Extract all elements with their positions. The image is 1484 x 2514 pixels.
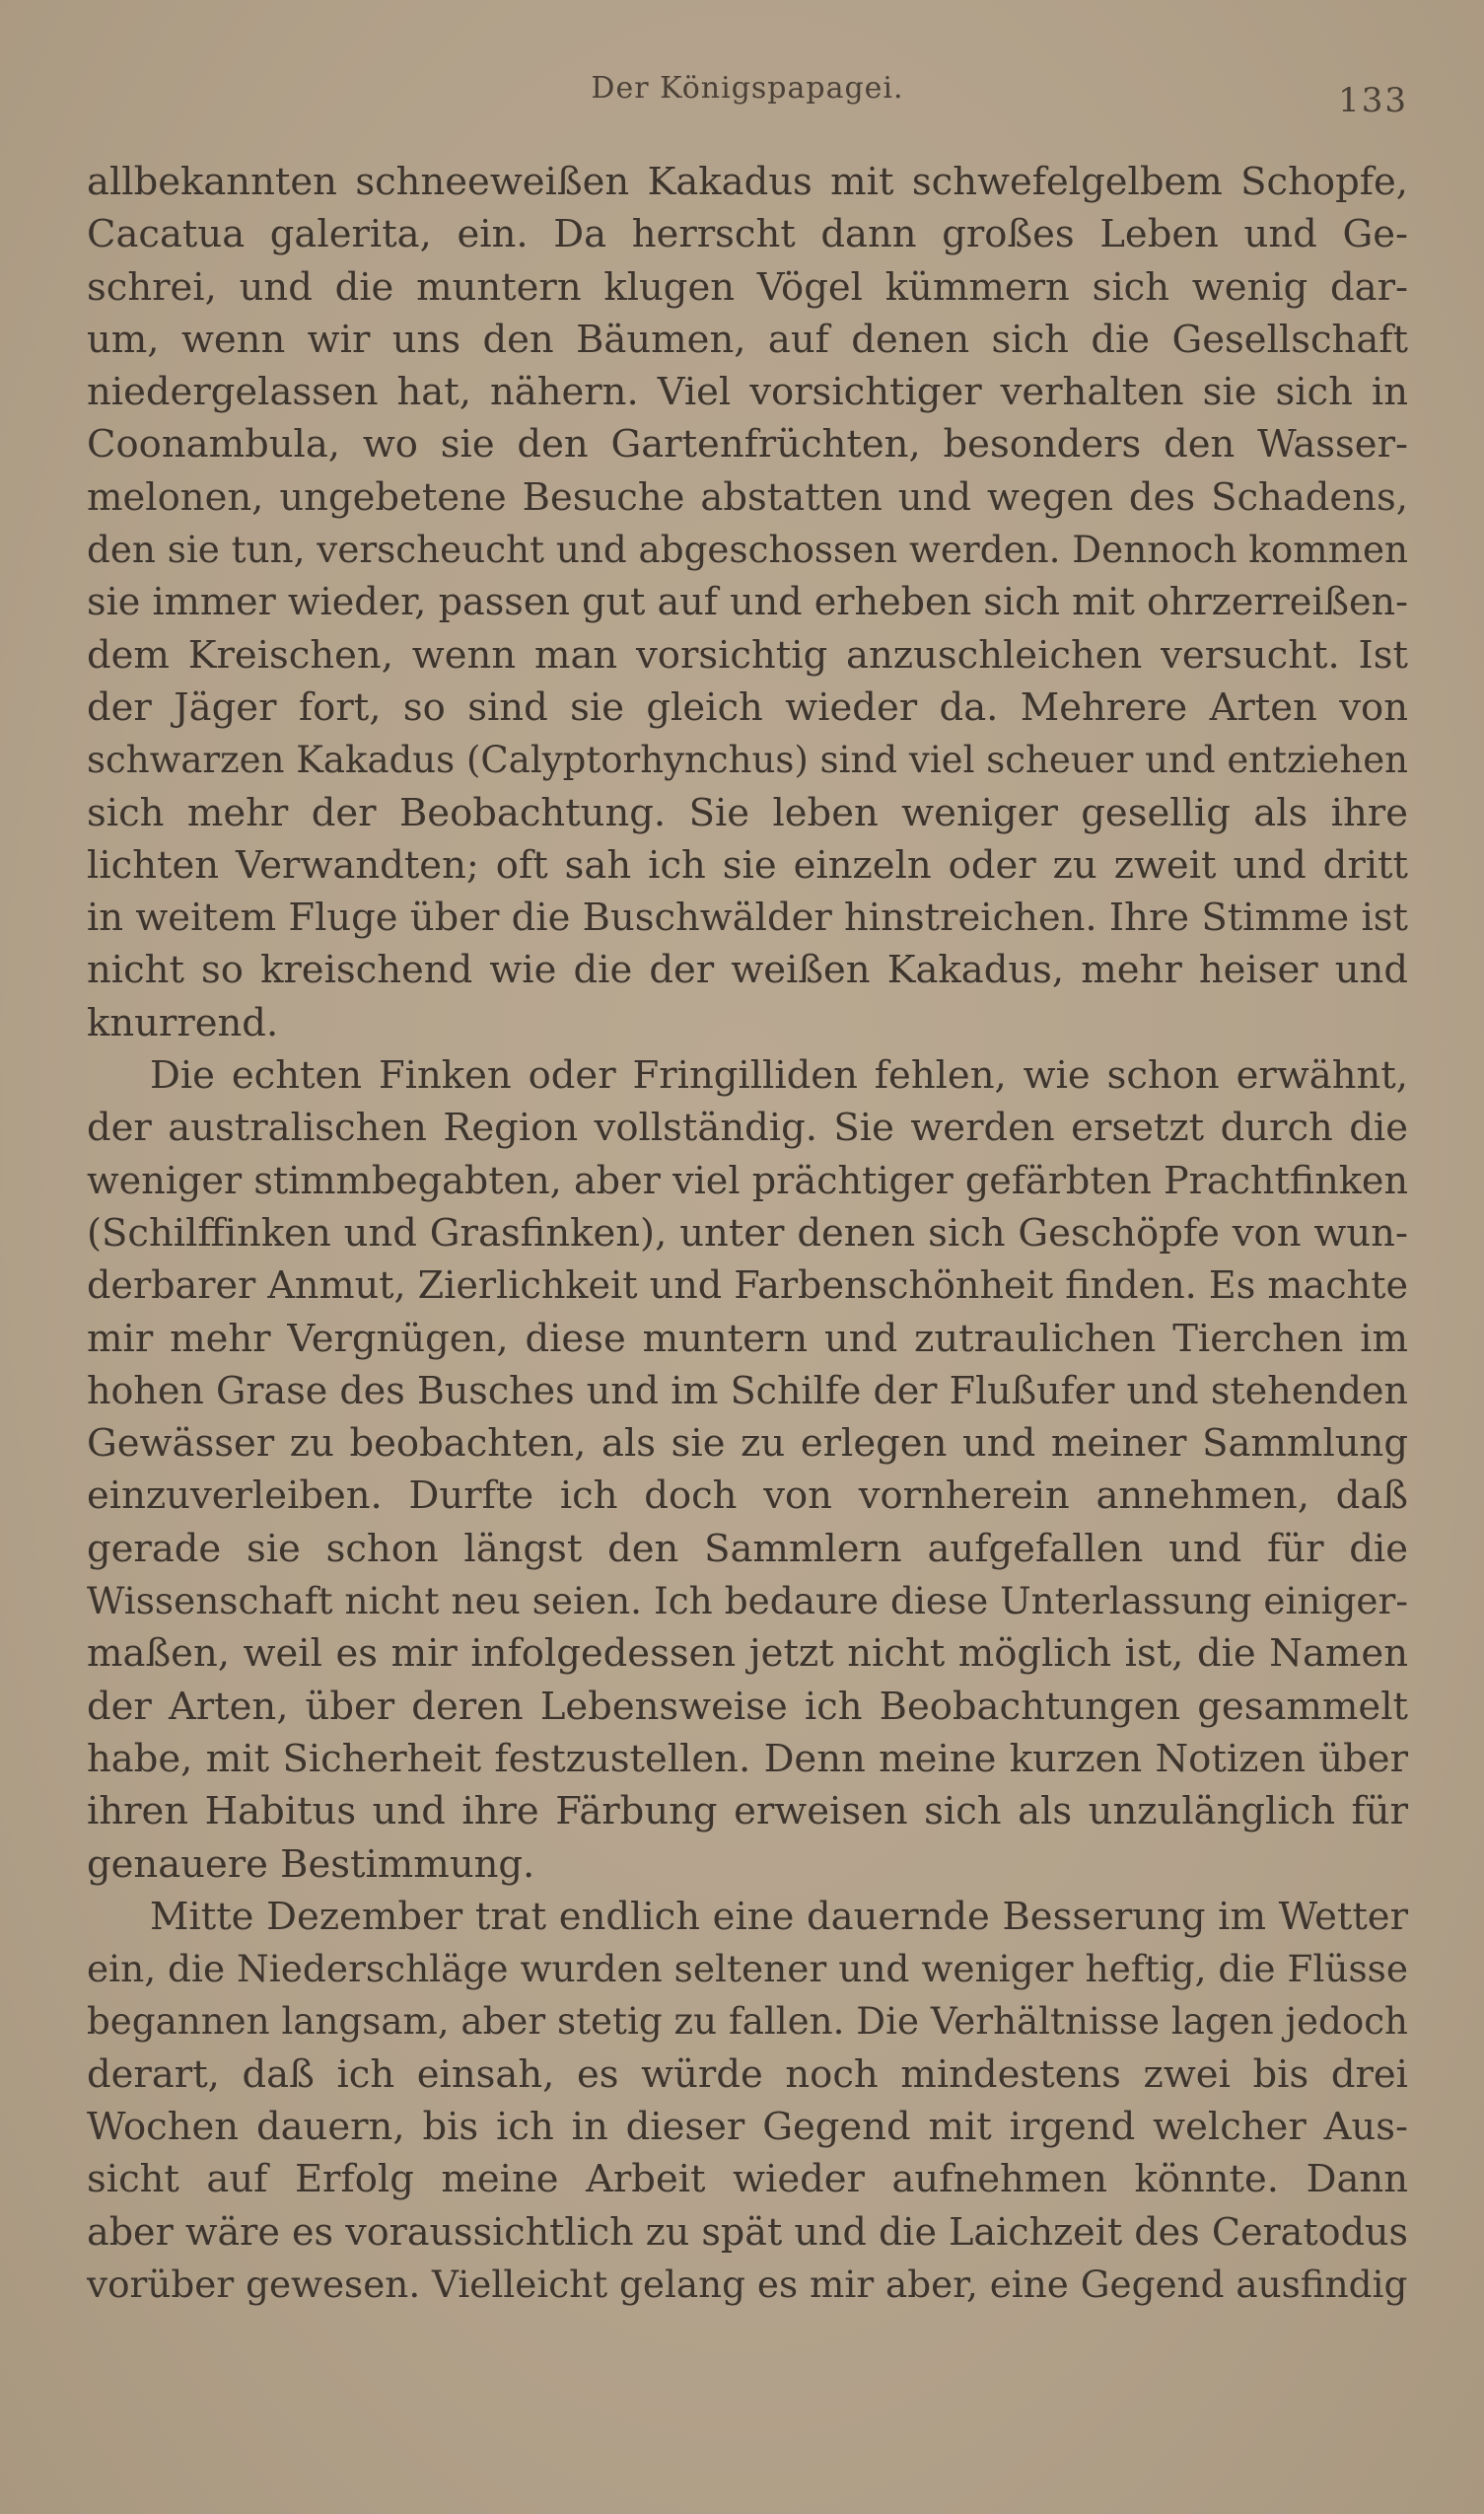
text-line: begannen langsam, aber stetig zu fallen. Die Verhältnisse lagen jedoch [87, 1999, 1408, 2044]
text-line: mir mehr Vergnügen, diese muntern und zutraulichen Tierchen im [87, 1316, 1408, 1361]
text-line: schrei, und die muntern klugen Vögel kümmern sich wenig dar- [87, 264, 1408, 310]
text-line: aber wäre es voraussichtlich zu spät und die Laichzeit des Ceratodus [87, 2209, 1408, 2254]
text-line: schwarzen Kakadus (Calyptorhynchus) sind viel scheuer und entziehen [87, 739, 1408, 782]
text-line: melonen, ungebetene Besuche abstatten und wegen des Schadens, [87, 474, 1408, 520]
text-line: Mitte Dezember trat endlich eine dauernde Besserung im Wetter [150, 1894, 1408, 1939]
running-title: Der Königspapagei. [591, 71, 904, 106]
text-line: Cacatua galerita, ein. Da herrscht dann großes Leben und Ge- [87, 212, 1408, 257]
text-line: Die echten Finken oder Fringilliden fehlen, wie schon erwähnt, [150, 1053, 1408, 1099]
text-line: sie immer wieder, passen gut auf und erheben sich mit ohrzerreißen- [87, 580, 1408, 624]
text-line: den sie tun, verscheucht und abgeschossen werden. Dennoch kommen [87, 528, 1408, 572]
text-line: derart, daß ich einsah, es würde noch mindestens zwei bis drei [87, 2051, 1408, 2097]
text-line: der Arten, über deren Lebensweise ich Beobachtungen gesammelt [87, 1684, 1408, 1729]
text-line: sich mehr der Beobachtung. Sie leben weniger gesellig als ihre [87, 790, 1408, 835]
text-line: Wissenschaft nicht neu seien. Ich bedaure diese Unterlassung einiger- [87, 1579, 1408, 1623]
text-line: genauere Bestimmung. [87, 1841, 535, 1887]
text-line: um, wenn wir uns den Bäumen, auf denen sich die Gesellschaft [87, 317, 1408, 362]
paragraph-1 [87, 156, 1408, 1049]
text-line: (Schilffinken und Grasfinken), unter denen sich Geschöpfe von wun- [87, 1210, 1408, 1256]
text-line: derbarer Anmut, Zierlichkeit und Farbenschönheit finden. Es machte [87, 1263, 1408, 1308]
text-line: habe, mit Sicherheit festzustellen. Denn meine kurzen Notizen über [87, 1736, 1408, 1781]
paragraph-3 [87, 1891, 1408, 2311]
text-line: gerade sie schon längst den Sammlern aufgefallen und für die [87, 1526, 1408, 1571]
text-line: allbekannten schneeweißen Kakadus mit schwefelgelbem Schopfe, [87, 160, 1408, 204]
text-line: Coonambula, wo sie den Gartenfrüchten, besonders den Wasser- [87, 422, 1408, 467]
text-line: maßen, weil es mir infolgedessen jetzt nicht möglich ist, die Namen [87, 1631, 1408, 1677]
page-header [87, 71, 1408, 120]
text-line: weniger stimmbegabten, aber viel prächtiger gefärbten Prachtfinken [87, 1158, 1408, 1202]
page-number: 133 [1338, 81, 1408, 120]
paragraph-2 [87, 1049, 1408, 1891]
text-line: hohen Grase des Busches und im Schilfe der Flußufer und stehenden [87, 1368, 1408, 1412]
text-line: in weitem Fluge über die Buschwälder hinstreichen. Ihre Stimme ist [87, 896, 1408, 941]
text-line: knurrend. [87, 1000, 279, 1045]
text-line: Wochen dauern, bis ich in dieser Gegend mit irgend welcher Aus- [87, 2104, 1408, 2149]
text-line: der australischen Region vollständig. Sie werden ersetzt durch die [87, 1106, 1408, 1151]
text-line: nicht so kreischend wie die der weißen Kakadus, mehr heiser und [87, 948, 1408, 993]
text-line: einzuverleiben. Durfte ich doch von vornherein annehmen, daß [87, 1473, 1408, 1519]
text-line: dem Kreischen, wenn man vorsichtig anzuschleichen versucht. Ist [87, 632, 1408, 678]
text-line: lichten Verwandten; oft sah ich sie einzeln oder zu zweit und dritt [87, 842, 1408, 888]
text-line: der Jäger fort, so sind sie gleich wieder da. Mehrere Arten von [87, 684, 1408, 730]
body-text [87, 156, 1408, 2311]
text-line: ihren Habitus und ihre Färbung erweisen sich als unzulänglich für [87, 1789, 1408, 1834]
text-line: ein, die Niederschläge wurden seltener und weniger heftig, die Flüsse [87, 1947, 1408, 1991]
text-line: vorüber gewesen. Vielleicht gelang es mir aber, eine Gegend ausfindig [87, 2262, 1408, 2306]
text-line: Gewässer zu beobachten, als sie zu erlegen und meiner Sammlung [87, 1421, 1408, 1467]
text-line: niedergelassen hat, nähern. Viel vorsichtiger verhalten sie sich in [87, 370, 1408, 415]
text-line: sicht auf Erfolg meine Arbeit wieder aufnehmen könnte. Dann [87, 2157, 1408, 2202]
